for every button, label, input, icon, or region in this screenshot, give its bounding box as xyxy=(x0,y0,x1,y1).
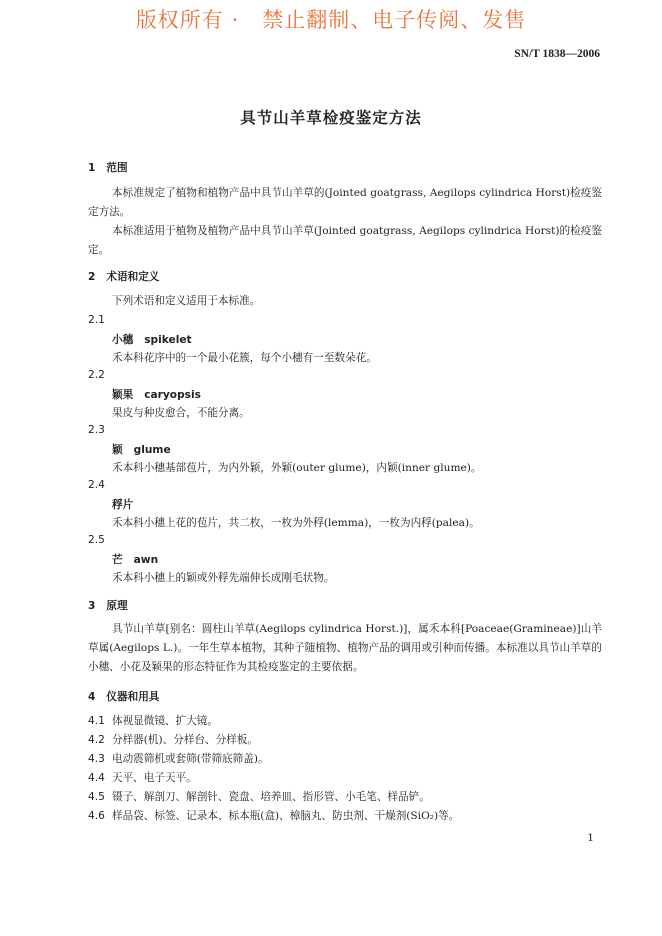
item-number: 4.1 xyxy=(88,715,105,727)
item-text: 样品袋、标签、记录本、标本瓶(盒)、樟脑丸、防虫剂、干燥剂(SiO₂)等。 xyxy=(112,810,460,822)
item-text: 电动震筛机或套筛(带筛底筛盖)。 xyxy=(112,753,269,765)
item-number: 4.5 xyxy=(88,791,105,803)
list-item xyxy=(88,770,197,785)
list-item xyxy=(88,713,218,728)
term-definition: 果皮与种皮愈合，不能分离。 xyxy=(112,407,250,419)
term-definition: 禾本科小穗上花的苞片，共二枚，一枚为外稃(lemma)，一枚为内稃(palea)。 xyxy=(112,517,480,529)
item-number: 4.2 xyxy=(88,734,105,746)
term-definition: 禾本科小穗基部苞片，为内外颖，外颖(outer glume)，内颖(inner glume)。 xyxy=(112,462,482,474)
list-item xyxy=(88,808,459,823)
term-name: 芒 awn xyxy=(112,554,159,566)
term-definition: 禾本科小穗上的颖或外稃先端伸长成刚毛状物。 xyxy=(112,572,335,584)
term-number: 2.4 xyxy=(88,479,105,491)
term-definition: 禾本科花序中的一个最小花簇，每个小穗有一至数朵花。 xyxy=(112,352,377,364)
term-name: 小穗 spikelet xyxy=(112,334,192,346)
section-2-intro: 下列术语和定义适用于本标准。 xyxy=(112,295,261,307)
watermark-banner: 版权所有 · 禁止翻制、电子传阅、发售 xyxy=(135,8,527,32)
item-number: 4.4 xyxy=(88,772,105,784)
list-item xyxy=(88,789,430,804)
term-number: 2.5 xyxy=(88,534,105,546)
standard-code: SN/T 1838—2006 xyxy=(514,48,600,60)
item-number: 4.6 xyxy=(88,810,105,822)
section-1-paragraph-2: 本标准适用于植物及植物产品中具节山羊草(Jointed goatgrass, Aegilops cylindrica Horst)的检疫鉴定。 xyxy=(88,225,602,256)
section-3-heading: 3 原理 xyxy=(88,600,128,612)
list-item xyxy=(88,751,269,766)
page-number: 1 xyxy=(587,832,594,844)
section-4-heading: 4 仪器和用具 xyxy=(88,691,160,703)
term-name: 颖果 caryopsis xyxy=(112,389,201,401)
item-text: 镊子、解剖刀、解剖针、瓷盘、培养皿、指形管、小毛笔、样品铲。 xyxy=(112,791,430,803)
term-number: 2.2 xyxy=(88,369,105,381)
section-1-heading: 1 范围 xyxy=(88,162,128,174)
term-name: 颖 glume xyxy=(112,444,171,456)
item-text: 天平、电子天平。 xyxy=(112,772,197,784)
list-item xyxy=(88,732,258,747)
term-number: 2.1 xyxy=(88,314,105,326)
item-text: 分样器(机)、分样台、分样板。 xyxy=(112,734,258,746)
term-number: 2.3 xyxy=(88,424,105,436)
section-3-paragraph: 具节山羊草[别名：圆柱山羊草(Aegilops cylindrica Horst.)]，属禾本科[Poaceae(Gramineae)]山羊草属(Aegilops L.)。一年生草本植物，其种子随植物、植物产品的调用或引种而传播。本标准以具节山羊草的小穗、小花及颖果的形态特征作为其检疫鉴定的主要依据。 xyxy=(88,623,602,673)
term-name: 稃片 xyxy=(112,499,134,511)
document-title: 具节山羊草检疫鉴定方法 xyxy=(240,109,422,127)
section-2-heading: 2 术语和定义 xyxy=(88,271,160,283)
item-number: 4.3 xyxy=(88,753,105,765)
section-1-paragraph-1: 本标准规定了植物和植物产品中具节山羊草的(Jointed goatgrass, Aegilops cylindrica Horst)检疫鉴定方法。 xyxy=(88,187,602,218)
item-text: 体视显微镜、扩大镜。 xyxy=(112,715,218,727)
